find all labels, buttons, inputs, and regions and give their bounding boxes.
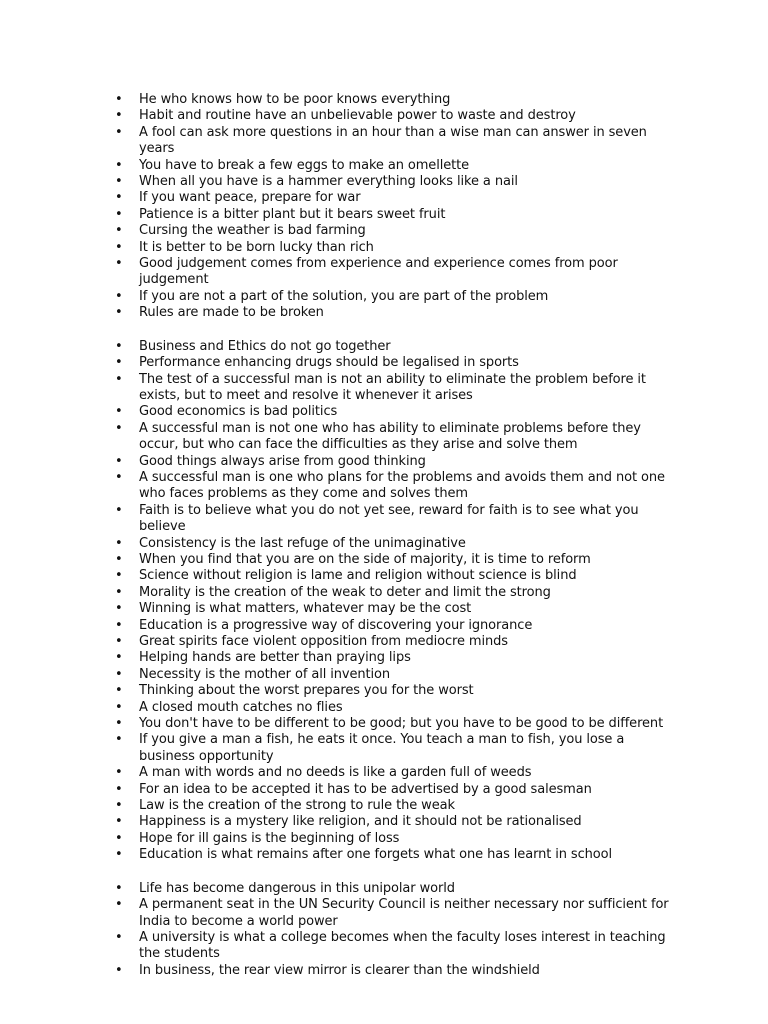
bullet-icon: • [115,929,123,945]
list-item: • Law is the creation of the strong to rule the weak [115,798,455,814]
list-item: • Morality is the creation of the weak to deter and limit the strong [115,584,551,600]
bullet-icon: • [115,847,123,863]
list-item: • A fool can ask more questions in an hour than a wise man can answer in seven years [115,124,647,157]
bullet-icon: • [115,469,123,485]
bullet-icon: • [115,535,123,551]
list-item: • Patience is a bitter plant but it bears sweet fruit [115,206,446,222]
bullet-icon: • [115,634,123,649]
quote-list-3 [0,881,768,979]
list-item: • A permanent seat in the UN Security Council is neither necessary nor sufficient for India to become a world power [115,897,669,929]
bullet-icon: • [115,502,123,518]
list-item: • A closed mouth catches no flies [115,699,343,715]
list-item: • Rules are made to be broken [115,305,324,321]
bullet-icon: • [115,650,123,666]
bullet-icon: • [115,223,123,239]
list-item: • When you find that you are on the side of majority, it is time to reform [115,551,591,567]
list-item: • Great spirits face violent opposition from mediocre minds [115,634,508,649]
list-item: • A successful man is one who plans for the problems and avoids them and not one who faces problems as they come and solves them [115,469,665,502]
bullet-icon: • [115,453,123,469]
list-item: • When all you have is a hammer everything looks like a nail [115,174,518,190]
list-item: • Education is what remains after one forgets what one has learnt in school [115,847,613,863]
list-item: • Happiness is a mystery like religion, and it should not be rationalised [115,814,582,830]
bullet-icon: • [115,617,123,633]
list-item: • Helping hands are better than praying lips [115,650,411,666]
bullet-icon: • [115,732,123,748]
bullet-icon: • [115,355,123,371]
list-item: • In business, the rear view mirror is clearer than the windshield [115,962,540,978]
bullet-icon: • [115,420,123,436]
list-item: • Education is a progressive way of discovering your ignorance [115,617,533,633]
quote-list-1 [0,92,768,322]
document-page [0,92,768,979]
list-item: • Good things always arise from good thinking [115,453,426,469]
list-item: • Performance enhancing drugs should be legalised in sports [115,355,519,371]
list-item: • Winning is what matters, whatever may be the cost [115,601,472,617]
bullet-icon: • [115,190,123,206]
bullet-icon: • [115,765,123,781]
bullet-icon: • [115,305,123,321]
bullet-icon: • [115,404,123,420]
bullet-icon: • [115,962,123,978]
list-item: • If you want peace, prepare for war [115,190,361,206]
list-item: • Hope for ill gains is the beginning of loss [115,830,400,846]
list-item: • You don't have to be different to be good; but you have to be good to be different [115,716,664,732]
bullet-icon: • [115,814,123,830]
bullet-icon: • [115,699,123,715]
list-item: • Cursing the weather is bad farming [115,223,366,239]
bullet-icon: • [115,551,123,567]
bullet-icon: • [115,666,123,682]
list-item: • Habit and routine have an unbelievable power to waste and destroy [115,108,576,124]
list-item: • A successful man is not one who has ability to eliminate problems before they occur, but who can face the difficulties as they arise and solve them [115,420,641,453]
bullet-icon: • [115,256,123,272]
bullet-icon: • [115,830,123,846]
bullet-icon: • [115,683,123,699]
list-item: • A university is what a college becomes when the faculty loses interest in teaching the students [115,929,666,962]
bullet-icon: • [115,124,123,140]
bullet-icon: • [115,781,123,797]
list-item: • He who knows how to be poor knows everything [115,92,451,107]
bullet-icon: • [115,716,123,732]
bullet-icon: • [115,206,123,222]
list-item: • Good economics is bad politics [115,404,338,420]
list-item: • It is better to be born lucky than rich [115,239,374,255]
list-item: • Necessity is the mother of all invention [115,666,391,682]
list-item: • If you are not a part of the solution, you are part of the problem [115,288,549,304]
bullet-icon: • [115,798,123,814]
bullet-icon: • [115,897,123,913]
section-spacer [0,322,768,339]
list-item: • Business and Ethics do not go together [115,338,391,354]
bullet-icon: • [115,92,123,107]
bullet-icon: • [115,371,123,387]
bullet-icon: • [115,239,123,255]
list-item: • You have to break a few eggs to make an omellette [115,157,470,173]
list-item: • Faith is to believe what you do not yet see, reward for faith is to see what you believe [115,502,639,535]
list-item: • Good judgement comes from experience and experience comes from poor judgement [115,256,618,288]
list-item: • If you give a man a fish, he eats it once. You teach a man to fish, you lose a business opportunity [115,732,625,764]
list-item: • Life has become dangerous in this unipolar world [115,880,455,896]
list-item: • For an idea to be accepted it has to be advertised by a good salesman [115,781,592,797]
bullet-icon: • [115,880,123,896]
bullet-icon: • [115,584,123,600]
list-item: • Thinking about the worst prepares you for the worst [115,683,474,699]
bullet-icon: • [115,568,123,584]
bullet-icon: • [115,157,123,173]
list-item: • Consistency is the last refuge of the unimaginative [115,535,466,551]
list-item: • A man with words and no deeds is like a garden full of weeds [115,765,532,781]
quote-list-2 [0,339,768,864]
bullet-icon: • [115,174,123,190]
list-item: • The test of a successful man is not an ability to eliminate the problem before it exists, but to meet and resolve it whenever it arises [115,371,646,403]
bullet-icon: • [115,288,123,304]
section-spacer [0,864,768,881]
bullet-icon: • [115,108,123,124]
bullet-icon: • [115,338,123,354]
list-item: • Science without religion is lame and religion without science is blind [115,568,577,584]
bullet-icon: • [115,601,123,617]
